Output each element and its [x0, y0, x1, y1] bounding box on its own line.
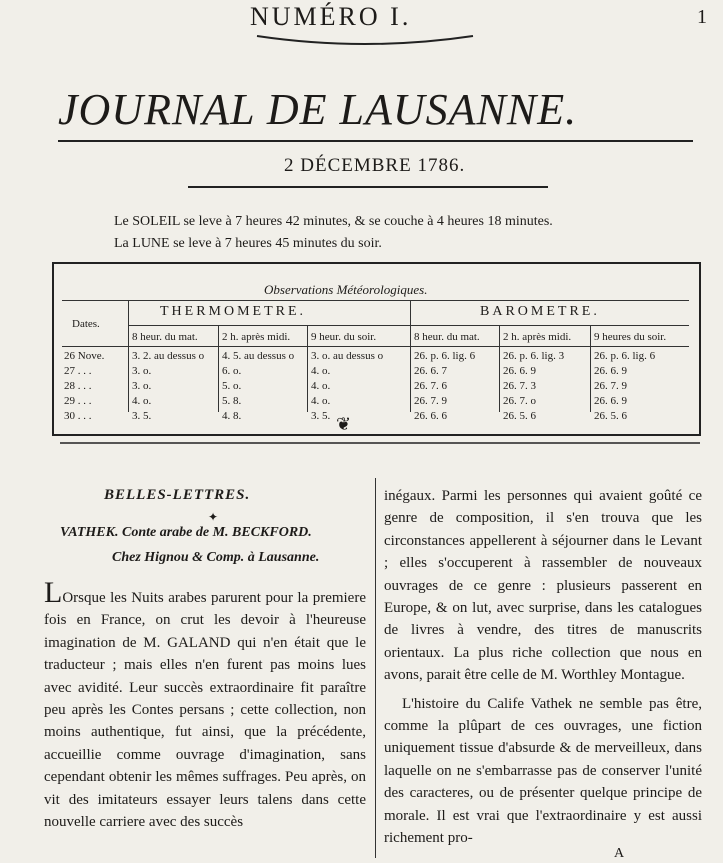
table-cell: 26. 6. 7	[414, 365, 447, 377]
table-col-rule	[218, 325, 219, 412]
table-col-rule	[499, 325, 500, 412]
table-col-rule	[590, 325, 591, 412]
rubric-ornament: ✦	[208, 510, 219, 524]
column-header: 8 heur. du mat.	[132, 331, 198, 343]
observations-title: Observations Météorologiques.	[264, 282, 428, 297]
table-cell: 26. p. 6. lig. 6	[594, 350, 656, 362]
row-date: 28 . . .	[64, 380, 92, 392]
table-cell: 3. o.	[132, 365, 152, 377]
page-number: 1	[697, 6, 707, 28]
table-cell: 3. 5.	[311, 410, 331, 422]
table-cell: 6. o.	[222, 365, 242, 377]
book-title-line: VATHEK. Conte arabe de M. BECKFORD.	[60, 525, 312, 540]
column-header: 8 heur. du mat.	[414, 331, 480, 343]
table-cell: 3. 2. au dessus o	[132, 350, 205, 362]
table-cell: 26. 6. 9	[594, 365, 627, 377]
table-cell: 26. 6. 6	[414, 410, 447, 422]
row-date: 27 . . .	[64, 365, 92, 377]
table-rule	[62, 346, 689, 347]
moon-times: La LUNE se leve à 7 heures 45 minutes du soir.	[114, 236, 382, 251]
title-rule	[58, 140, 693, 142]
row-date: 30 . . .	[64, 410, 92, 422]
dates-header: Dates.	[72, 318, 100, 330]
table-col-rule	[410, 300, 411, 412]
column-rule	[375, 478, 376, 858]
table-col-rule	[307, 325, 308, 412]
drop-cap: L	[44, 576, 63, 609]
header-flourish	[255, 32, 475, 50]
column-header: 2 h. après midi.	[222, 331, 291, 343]
catchword: A	[614, 846, 625, 861]
section-divider	[60, 438, 700, 448]
journal-title: JOURNAL DE LAUSANNE.	[58, 85, 578, 134]
table-cell: 26. 5. 6	[503, 410, 536, 422]
article-column-left	[44, 576, 366, 833]
table-cell: 26. p. 6. lig. 6	[414, 350, 476, 362]
column-header: 2 h. après midi.	[503, 331, 572, 343]
table-cell: 3. 5.	[132, 410, 152, 422]
table-cell: 4. o.	[311, 365, 331, 377]
table-cell: 26. 6. 9	[594, 395, 627, 407]
row-date: 26 Nove.	[64, 350, 105, 362]
right-column-paragraph: inégaux. Parmi les personnes qui avaient goûté ce genre de composition, il s'en trouva que les circonstances appellerent à séjourner dans le Levant ; elles s'occuperent à rassembler de nouveaux ouvrages de ce genre : plusieurs passerent en Europe, & on lut, avec surprise, dans les catalogues de livres à vendre, des titres de manuscrits orientaux. La plus riche collection que nous en avons, parait être celle de M. Worthley Montague.	[384, 488, 702, 684]
table-cell: 4. o.	[132, 395, 152, 407]
table-cell: 5. o.	[222, 380, 242, 392]
table-cell: 3. o. au dessus o	[311, 350, 384, 362]
right-column-paragraph: L'histoire du Calife Vathek ne semble pas être, comme la plûpart de ces ouvrages, une fiction uniquement tissue d'absurde & de merveilleux, dans laquelle on ne s'embarrasse pas de conserver l'unité des caracteres, ou de présenter quelque principe de morale. Il est vrai que l'extraordinaire y est aussi richement pro-	[384, 695, 702, 847]
left-column-text: Orsque les Nuits arabes parurent pour la premiere fois en France, on crut les devoir à l'heureuse imagination de M. GALAND qui n'en était que le traducteur ; mais elles n'en furent pas moins lues avec avidité. Leur succès extraordinaire fit paraître peu après les Contes persans ; cette collection, non moins authentique, fut ainsi, que la précédente, accueillie comme ouvrage d'imagination, sans cependant obtenir les mêmes suffrages. Peu après, on vit des imitateurs essayer leurs talens dans cette nouvelle carriere avec des succès	[44, 590, 366, 831]
table-cell: 4. o.	[311, 395, 331, 407]
table-cell: 5. 8.	[222, 395, 242, 407]
date-divider	[188, 180, 548, 194]
column-header: 9 heur. du soir.	[311, 331, 377, 343]
table-cell: 4. 8.	[222, 410, 242, 422]
table-cell: 26. 7. 9	[594, 380, 627, 392]
column-header: 9 heures du soir.	[594, 331, 667, 343]
table-cell: 26. 7. 6	[414, 380, 447, 392]
table-ornament: ❦	[336, 414, 352, 434]
table-cell: 26. 7. 3	[503, 380, 536, 392]
barometre-label: BAROMETRE.	[480, 304, 600, 319]
table-cell: 26. 7. o	[503, 395, 536, 407]
table-cell: 26. 5. 6	[594, 410, 627, 422]
table-rule	[62, 300, 689, 301]
issue-date: 2 DÉCEMBRE 1786.	[284, 155, 466, 176]
table-cell: 26. p. 6. lig. 3	[503, 350, 565, 362]
table-rule	[128, 325, 689, 326]
thermometre-label: THERMOMETRE.	[160, 304, 307, 319]
table-cell: 26. 7. 9	[414, 395, 447, 407]
table-cell: 26. 6. 9	[503, 365, 536, 377]
table-cell: 4. o.	[311, 380, 331, 392]
issue-number: NUMÉRO I.	[250, 2, 412, 31]
section-rubric: BELLES-LETTRES.	[104, 487, 251, 503]
table-cell: 3. o.	[132, 380, 152, 392]
book-publisher-line: Chez Hignou & Comp. à Lausanne.	[112, 550, 320, 565]
sun-times: Le SOLEIL se leve à 7 heures 42 minutes, & se couche à 4 heures 18 minutes.	[114, 214, 553, 229]
table-cell: 4. 5. au dessus o	[222, 350, 295, 362]
article-column-right	[384, 485, 702, 850]
row-date: 29 . . .	[64, 395, 92, 407]
table-col-rule	[128, 300, 129, 412]
